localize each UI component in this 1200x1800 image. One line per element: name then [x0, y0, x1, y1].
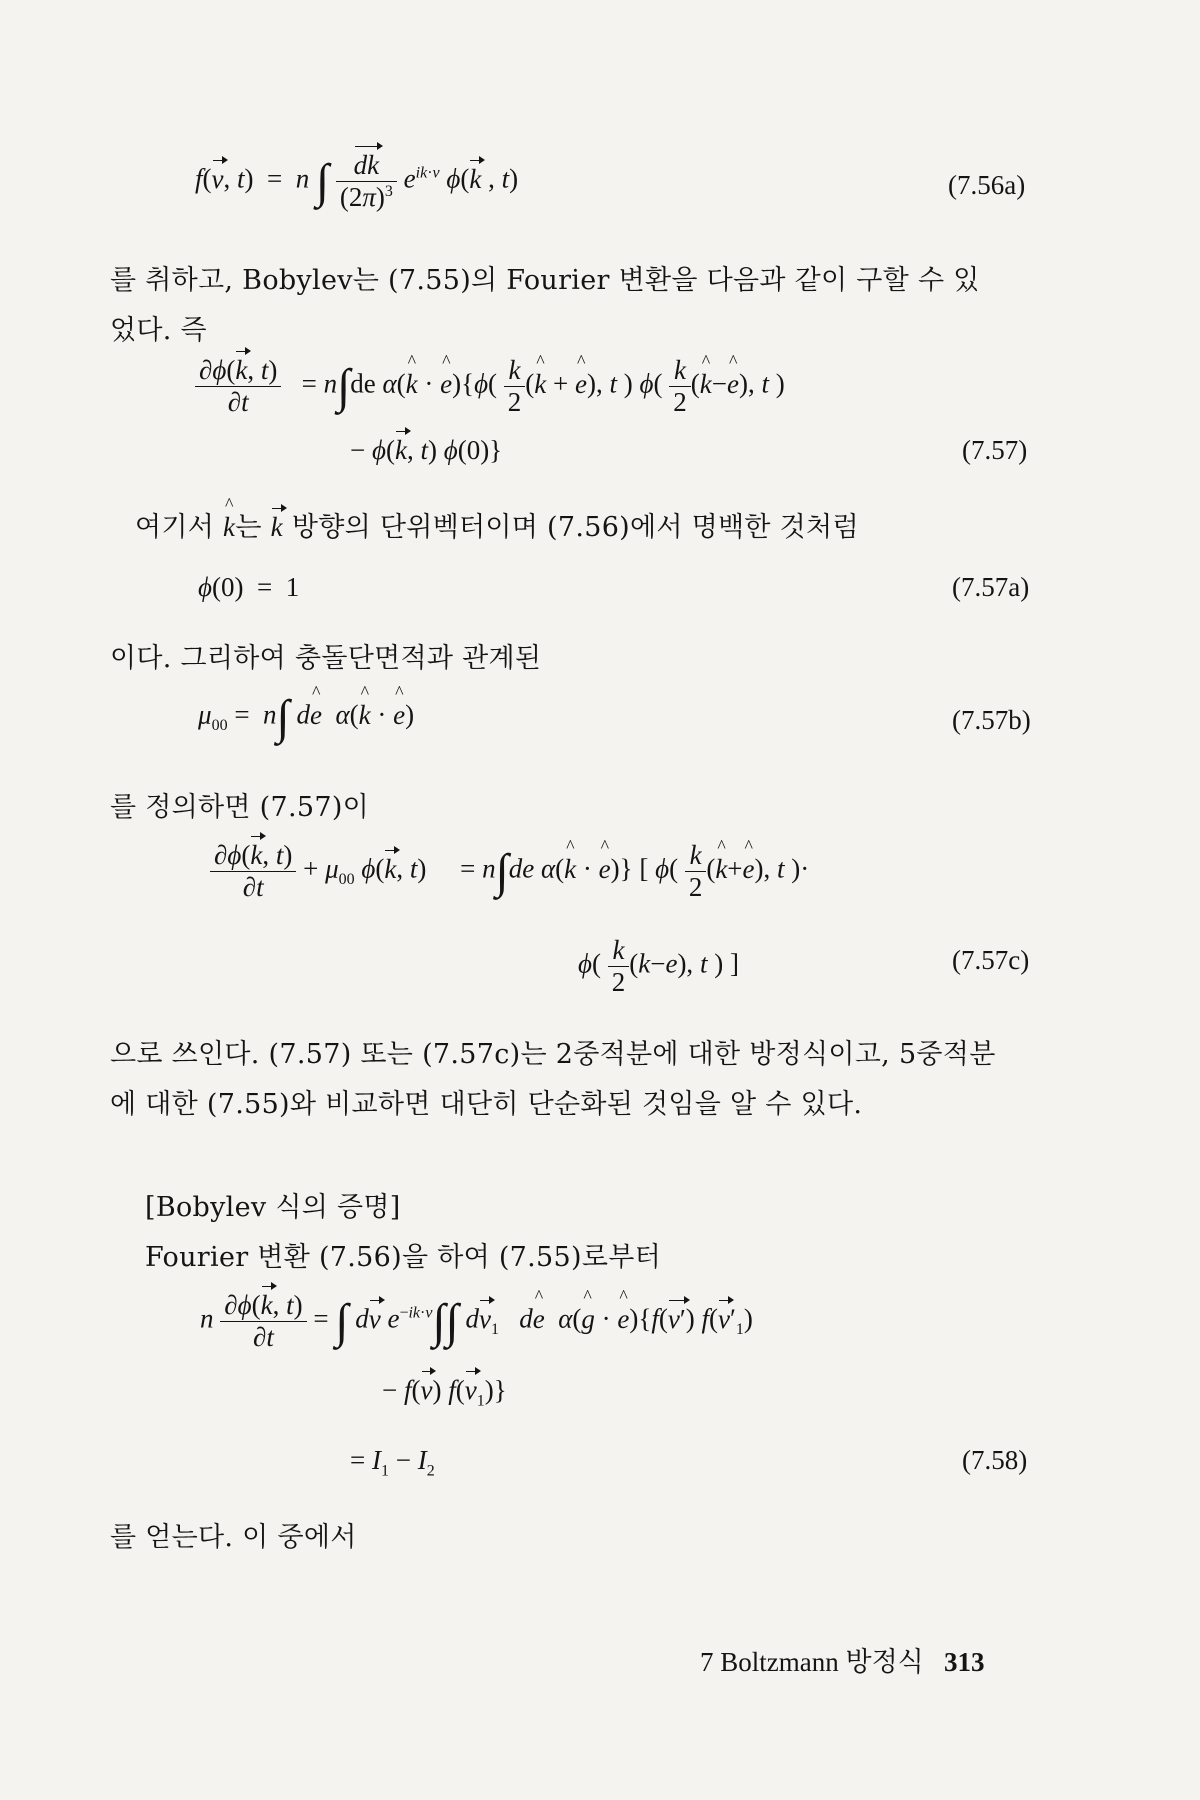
equation-7-57b: $\mu_{00} = n\int$ d^ e α(^ k · ^ e) — [198, 690, 414, 745]
text-fragment: 는 — [235, 512, 262, 543]
text-fragment: 방향의 단위벡터이며 (7.56)에서 명백한 것처럼 — [291, 512, 859, 543]
equation-7-57a: ϕ(0) = 1 — [198, 572, 300, 602]
eq-number-7-57a: (7.57a) — [952, 572, 1030, 602]
eq-number-7-57: (7.57) — [962, 435, 1028, 465]
paragraph-line-5: 를 정의하면 (7.57)이 — [110, 792, 370, 823]
page-number: 313 — [943, 1647, 985, 1677]
equation-7-58-line2: − f(v) $f(v_1)$} — [382, 1375, 507, 1410]
paragraph-line-1: 를 취하고, Bobylev는 (7.55)의 Fourier 변환을 다음과 같이 구할 수 있 — [110, 265, 980, 296]
eq-number-7-58: (7.58) — [962, 1445, 1028, 1475]
paragraph-line-6: 으로 쓰인다. (7.57) 또는 (7.57c)는 2중적분에 대한 방정식이고, 5중적분 — [110, 1039, 996, 1070]
equation-7-56a: f(v, t) = n ∫ $\frac{dk}{(2\pi)^3}$ $e^{ik\cdot v}$ ϕ(k , t) — [195, 150, 519, 212]
eq-number-7-57c: (7.57c) — [952, 945, 1030, 975]
eq-number-7-57b: (7.57b) — [952, 705, 1031, 735]
eq-number-7-56a: (7.56a) — [948, 170, 1026, 200]
equation-7-58-line3: = $I_1 - I_2$ — [350, 1445, 435, 1480]
paragraph-line-7: 에 대한 (7.55)와 비교하면 대단히 단순화된 것임을 알 수 있다. — [110, 1089, 863, 1120]
equation-7-57c-line1: $\frac{\partial\phi(k, t)}{\partial t}$ + $\mu_{00}$ ϕ(k, t) = n∫de α(^ k · ^ e)} [ ϕ( $\frac{k}{2}$ (^ k+^ e), t )· — [210, 840, 809, 903]
equation-7-57-line2: − ϕ(k, t) ϕ(0)} — [350, 435, 503, 465]
equation-7-57-line1: $\frac{\partial\phi(k, t)}{\partial t}$ = n∫de α(^ k · ^ e){ϕ( $\frac{k}{2}$ (^ k + ^ e), t ) ϕ( $\frac{k}{2}$ (^ k−^ e), t ) — [195, 355, 785, 418]
paragraph-line-4: 이다. 그리하여 충돌단면적과 관계된 — [110, 643, 542, 674]
proof-heading: [Bobylev 식의 증명] — [145, 1192, 401, 1223]
running-footer — [700, 1640, 984, 1679]
chapter-title: 7 Boltzmann 방정식 — [700, 1647, 924, 1677]
text-fragment: 여기서 — [135, 512, 215, 543]
paragraph-line-2: 었다. 즉 — [110, 315, 207, 346]
equation-7-57c-line2: ϕ( $\frac{k}{2}$ (k−e), t ) ] — [578, 935, 739, 997]
paragraph-line-3: 여기서 ^ k는 k 방향의 단위벡터이며 (7.56)에서 명백한 것처럼 — [135, 505, 859, 544]
paragraph-line-9: Fourier 변환 (7.56)을 하여 (7.55)로부터 — [145, 1242, 661, 1273]
paragraph-line-10: 를 얻는다. 이 중에서 — [110, 1522, 357, 1553]
equation-7-58-line1: n $\frac{\partial\phi(k, t)}{\partial t}$ = ∫ dv $e^{-ik\cdot v}\int\int$ $dv_1$ d^ e α(^ g · ^ e){f(v′) $f(v'_1)$ — [200, 1290, 753, 1353]
